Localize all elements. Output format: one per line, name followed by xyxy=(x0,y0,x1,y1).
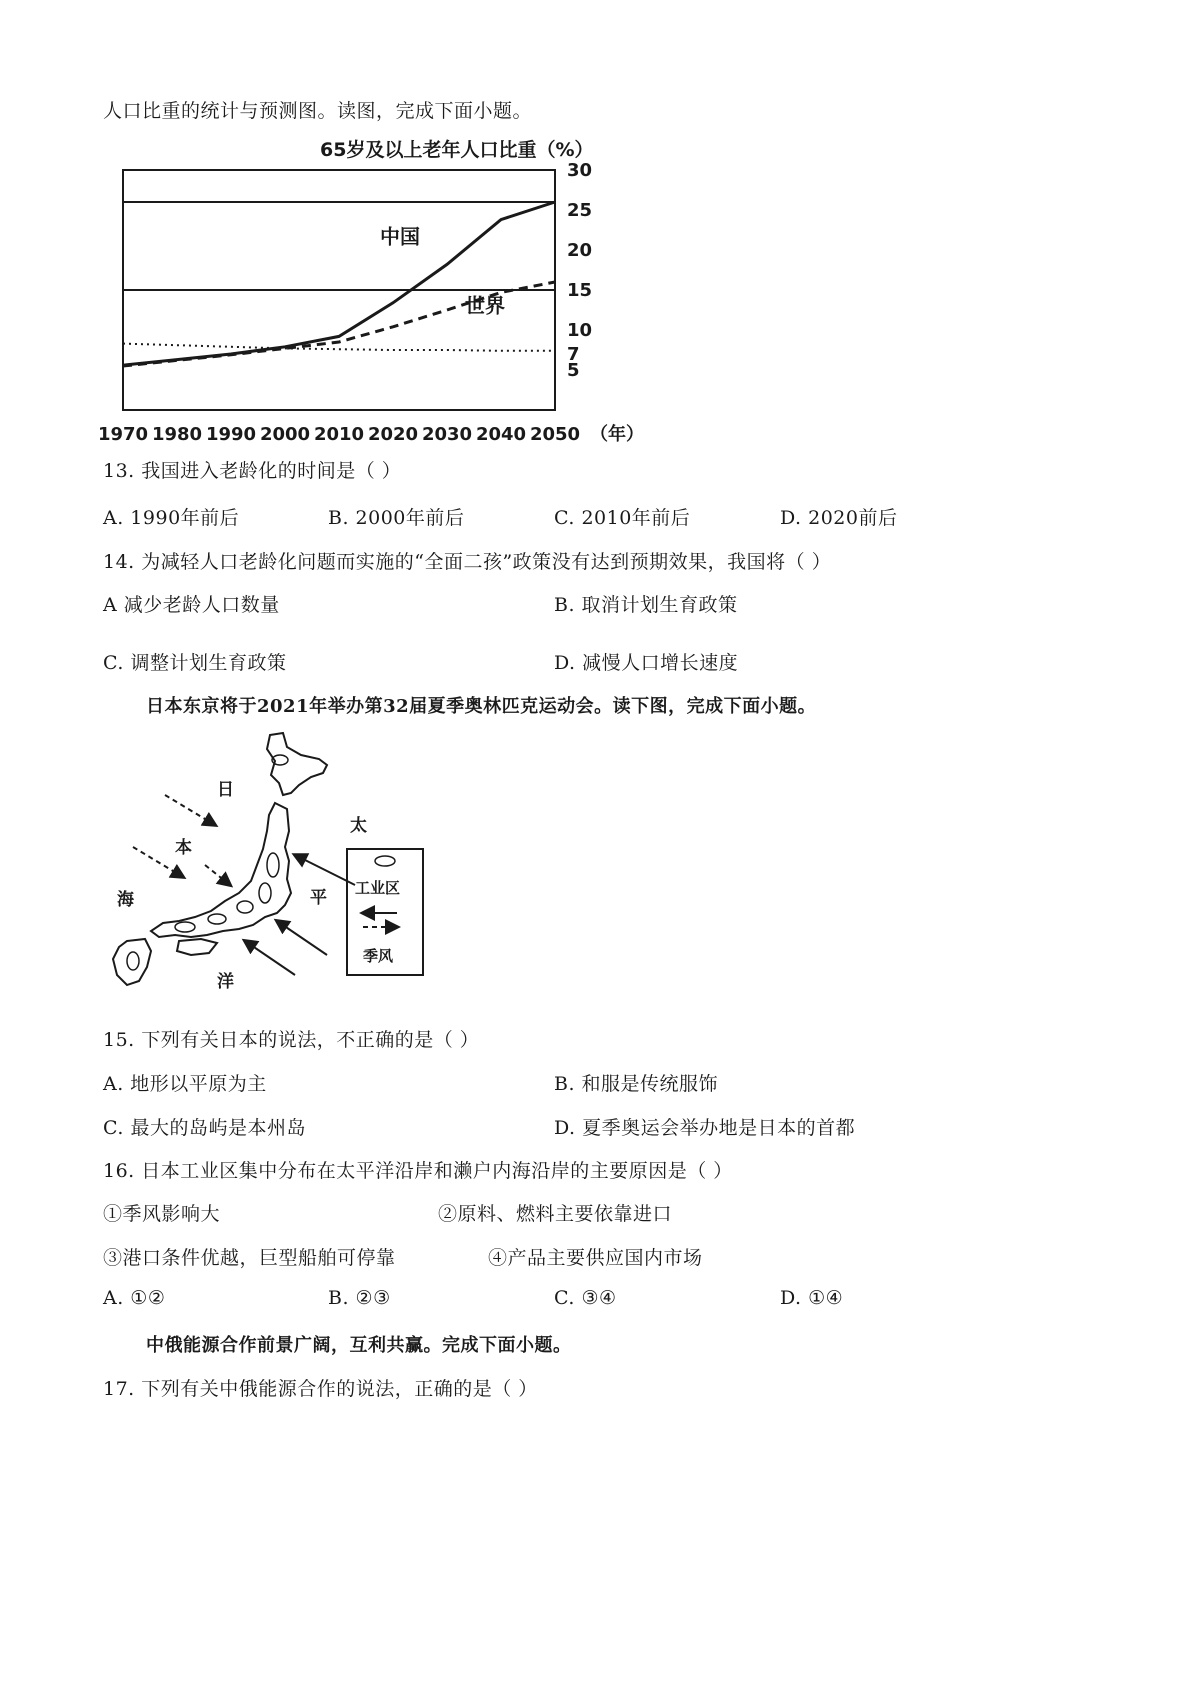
q17-stem: 17. 下列有关中俄能源合作的说法，正确的是（ ） xyxy=(103,1378,538,1400)
sea-label-hai: 海 xyxy=(117,890,134,910)
y-tick-label: 5 xyxy=(567,360,580,381)
q14-option-d[interactable]: D. 减慢人口增长速度 xyxy=(554,652,739,674)
series-label: 世界 xyxy=(465,293,505,318)
q13-option-c[interactable]: C. 2010年前后 xyxy=(554,507,691,529)
y-tick-label: 7 xyxy=(567,344,580,365)
x-tick-label: 2020 xyxy=(367,424,419,445)
ocean-label-ping: 平 xyxy=(310,888,327,908)
summer-monsoon-arrows xyxy=(245,855,355,975)
q13-stem: 13. 我国进入老龄化的时间是（ ） xyxy=(103,460,402,482)
series-line xyxy=(123,344,555,351)
q16-option-b[interactable]: B. ②③ xyxy=(328,1287,391,1309)
ocean-label-yang: 洋 xyxy=(217,972,234,992)
y-tick-label: 25 xyxy=(567,200,593,221)
x-tick-label: 2030 xyxy=(421,424,473,445)
ocean-label-tai: 太 xyxy=(350,816,367,836)
q13-option-b[interactable]: B. 2000年前后 xyxy=(328,507,465,529)
q13-option-d[interactable]: D. 2020前后 xyxy=(780,507,898,529)
q16-item-1: ①季风影响大 xyxy=(103,1203,221,1225)
x-tick-label: 2040 xyxy=(475,424,527,445)
q13-option-a[interactable]: A. 1990年前后 xyxy=(103,507,240,529)
intro-line: 人口比重的统计与预测图。读图，完成下面小题。 xyxy=(103,100,533,122)
q16-item-3: ③港口条件优越，巨型船舶可停靠 xyxy=(103,1247,396,1269)
x-tick-label: 1990 xyxy=(205,424,257,445)
sea-label-ben: 本 xyxy=(175,838,192,858)
y-tick-label: 15 xyxy=(567,280,593,301)
q15-option-a[interactable]: A. 地形以平原为主 xyxy=(103,1073,267,1095)
q14-option-c[interactable]: C. 调整计划生育政策 xyxy=(103,652,287,674)
q14-option-a[interactable]: A 减少老龄人口数量 xyxy=(103,594,280,616)
japan-map-svg xyxy=(105,780,445,1005)
chart-title: 65岁及以上老年人口比重（%） xyxy=(320,139,594,161)
x-tick-label: 2010 xyxy=(313,424,365,445)
y-tick-label: 30 xyxy=(567,160,593,181)
q15-stem: 15. 下列有关日本的说法，不正确的是（ ） xyxy=(103,1029,480,1051)
q16-option-a[interactable]: A. ①② xyxy=(103,1287,166,1309)
q16-stem: 16. 日本工业区集中分布在太平洋沿岸和濑户内海沿岸的主要原因是（ ） xyxy=(103,1160,733,1182)
intro-energy: 中俄能源合作前景广阔，互利共赢。完成下面小题。 xyxy=(146,1335,572,1356)
japan-map xyxy=(105,780,445,1009)
q15-option-d[interactable]: D. 夏季奥运会举办地是日本的首都 xyxy=(554,1117,856,1139)
x-axis-label: （年） xyxy=(590,424,644,445)
x-tick-label: 1980 xyxy=(151,424,203,445)
q15-option-c[interactable]: C. 最大的岛屿是本州岛 xyxy=(103,1117,306,1139)
sea-label-ri: 日 xyxy=(217,780,234,800)
q16-option-d[interactable]: D. ①④ xyxy=(780,1287,844,1309)
series-label: 中国 xyxy=(380,224,420,249)
x-tick-label: 2050 xyxy=(529,424,581,445)
q16-item-2: ②原料、燃料主要依靠进口 xyxy=(438,1203,673,1225)
y-tick-label: 10 xyxy=(567,320,593,341)
q14-stem: 14. 为减轻人口老龄化问题而实施的“全面二孩”政策没有达到预期效果，我国将（ ） xyxy=(103,551,832,573)
q14-option-b[interactable]: B. 取消计划生育政策 xyxy=(554,594,738,616)
x-tick-label: 1970 xyxy=(97,424,149,445)
y-tick-label: 20 xyxy=(567,240,593,261)
chart-svg xyxy=(95,140,655,455)
intro-olympics: 日本东京将于2021年举办第32届夏季奥林匹克运动会。读下图，完成下面小题。 xyxy=(146,696,817,717)
kyushu-island xyxy=(113,939,151,985)
legend-industrial-label: 工业区 xyxy=(355,879,401,897)
industrial-zone-markers xyxy=(127,755,288,970)
q16-option-c[interactable]: C. ③④ xyxy=(554,1287,617,1309)
map-legend xyxy=(347,849,423,975)
q16-item-4: ④产品主要供应国内市场 xyxy=(488,1247,703,1269)
shikoku-island xyxy=(177,939,217,955)
x-tick-label: 2000 xyxy=(259,424,311,445)
aging-population-chart xyxy=(95,140,655,459)
q15-option-b[interactable]: B. 和服是传统服饰 xyxy=(554,1073,719,1095)
legend-monsoon-label: 季风 xyxy=(363,947,394,965)
